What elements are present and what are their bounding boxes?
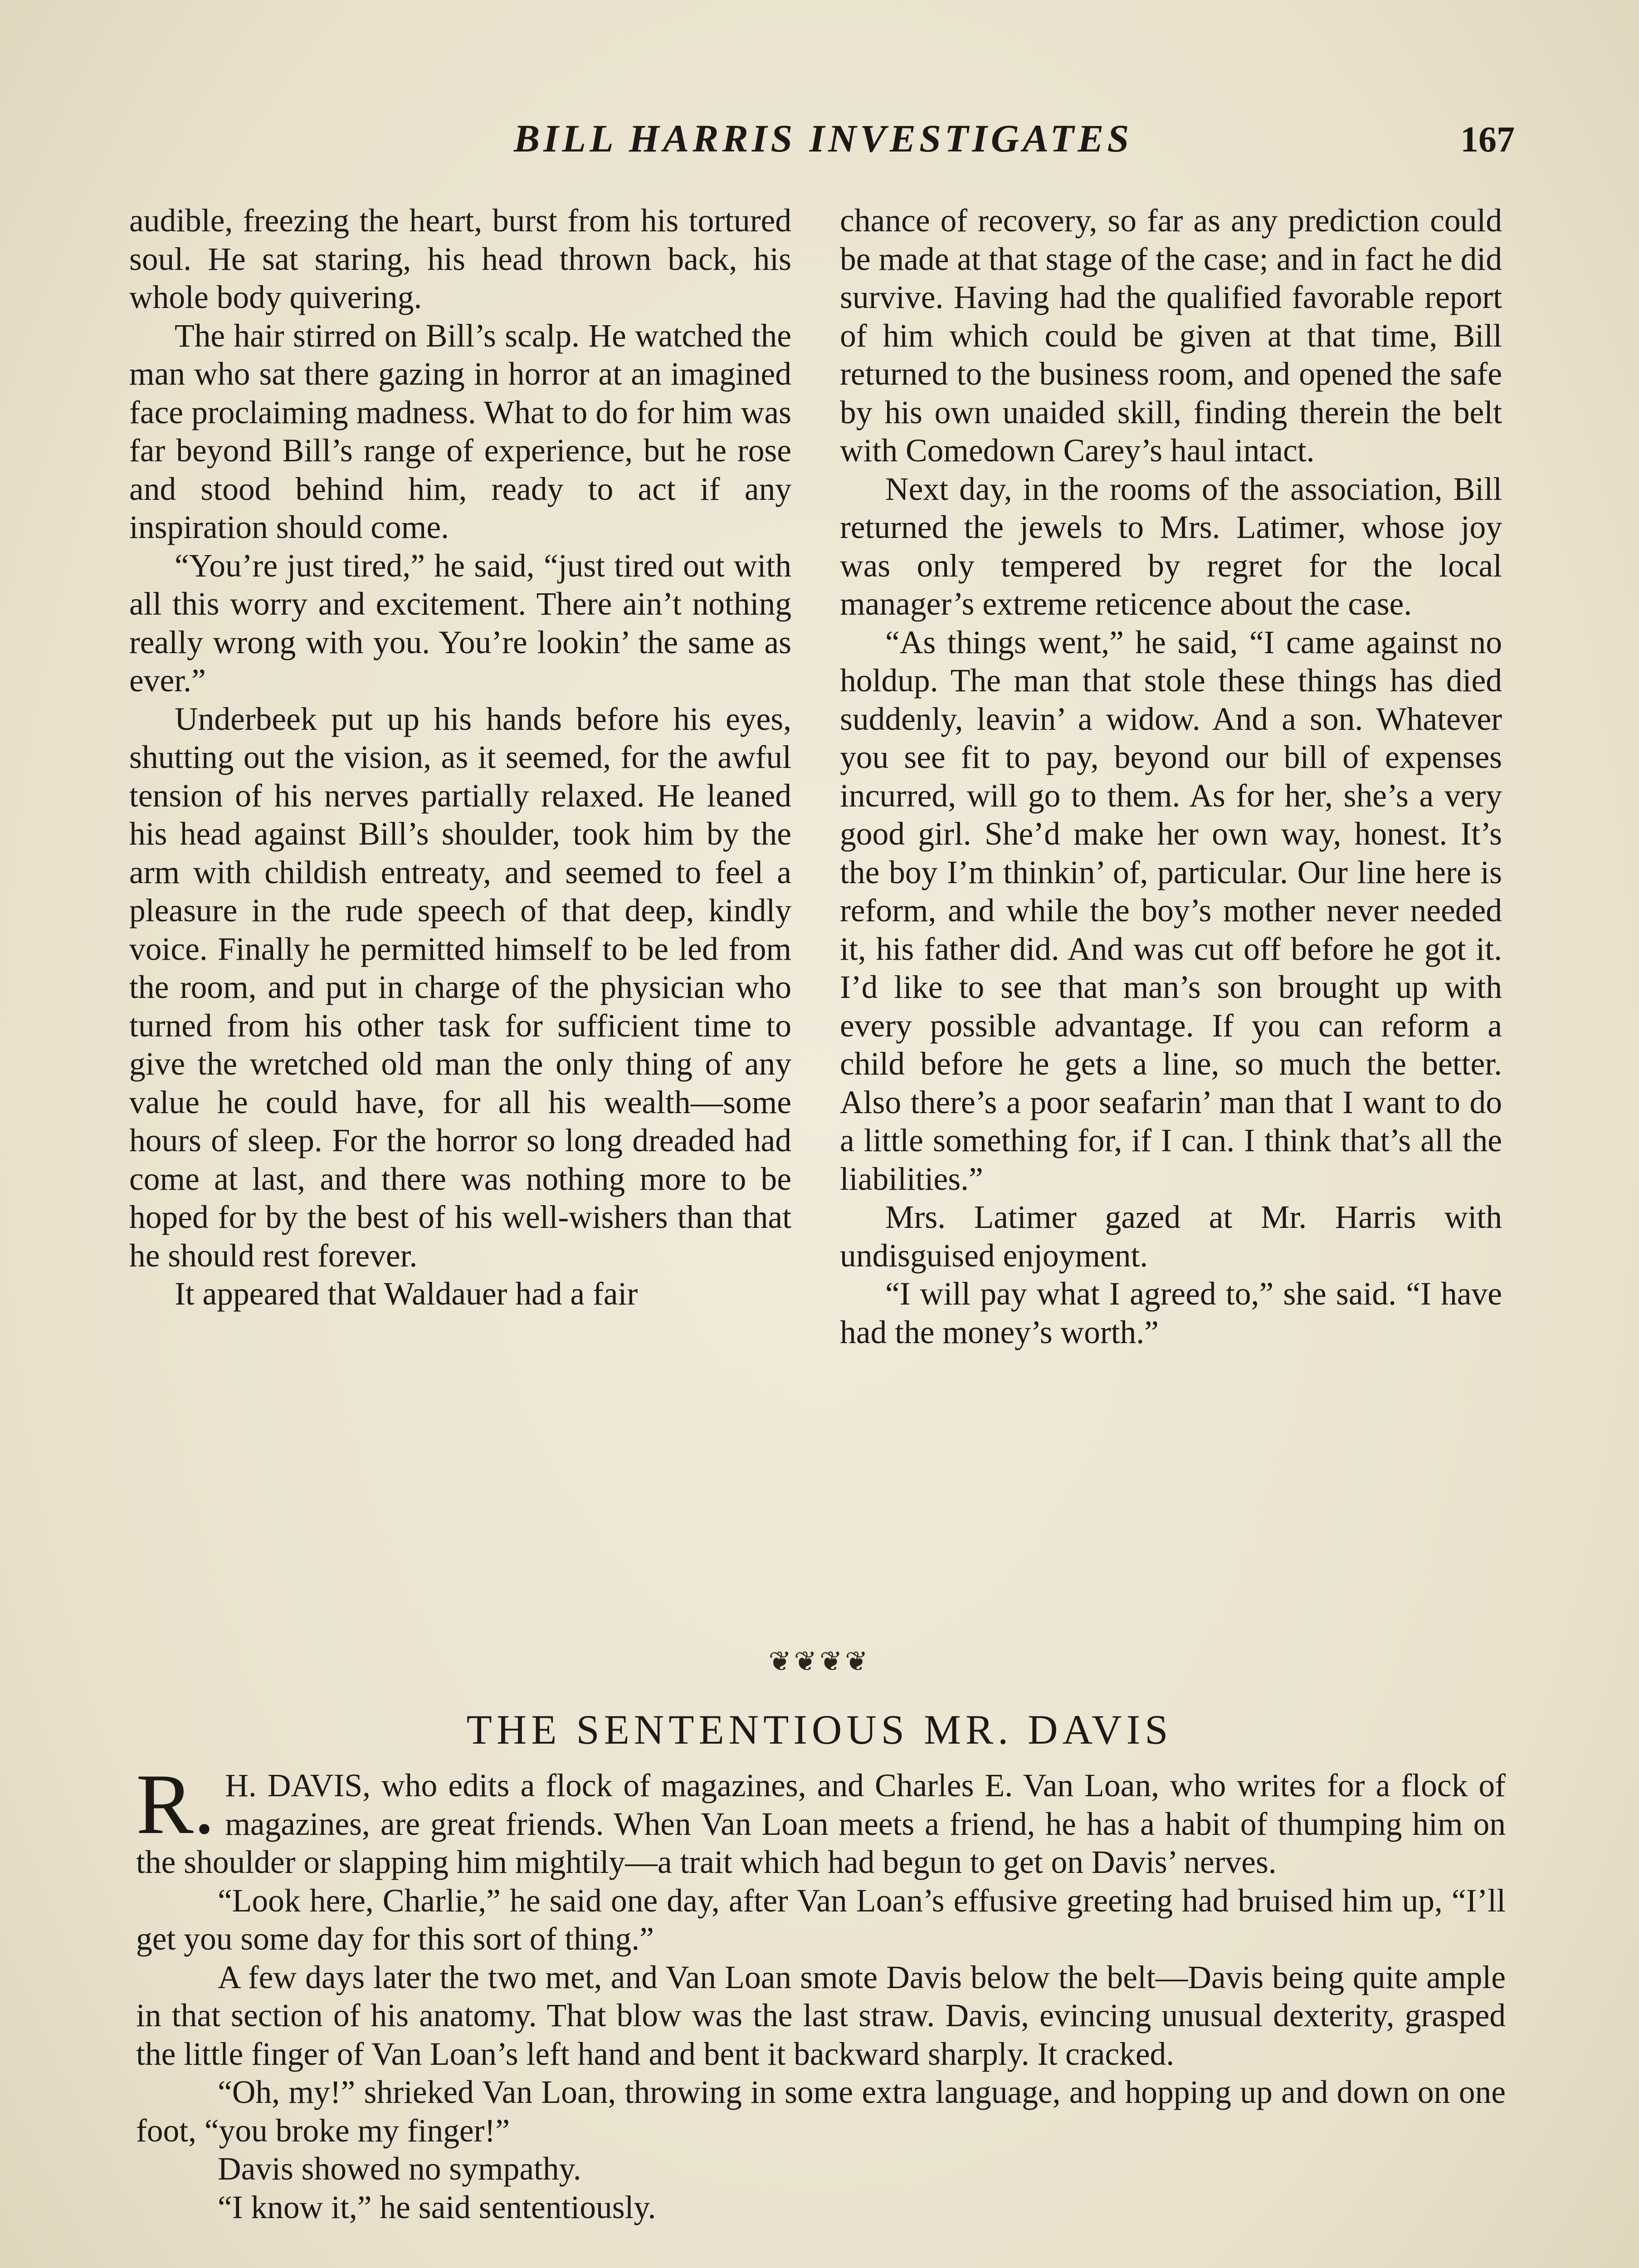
paragraph: “As things went,” he said, “I came against no holdup. The man that stole these things has died suddenly, leavin’ a widow. And a son. Whatever you see fit to pay, beyond our bill of expenses incurred, will go to them. As for her, she’s a very good girl. She’d make her own way, honest. It’s the boy I’m thinkin’ of, particular. Our line here is reform, and while the boy’s mother never needed it, his father did. And was cut off before he got it. I’d like to see that man’s son brought up with every possible advantage. If you can reform a child before he gets a line, so much the better. Also there’s a poor seafarin’ man that I want to do a little something for, if I can. I think that’s all the liabilities.”: [840, 624, 1502, 1197]
paragraph: “I will pay what I agreed to,” she said. “I have had the money’s worth.”: [840, 1276, 1502, 1350]
paragraph: Next day, in the rooms of the association, Bill returned the jewels to Mrs. Latimer, whose joy was only tempered by regret for the local manager’s extreme reticence about the case.: [840, 471, 1502, 622]
paragraph: “Oh, my!” shrieked Van Loan, throwing in some extra language, and hopping up and down on one foot, “you broke my finger!”: [136, 2074, 1506, 2149]
paragraph: Mrs. Latimer gazed at Mr. Harris with undisguised enjoyment.: [840, 1199, 1502, 1274]
section-ornament: ❦❦❦❦: [768, 1647, 871, 1677]
paragraph: The hair stirred on Bill’s scalp. He watched the man who sat there gazing in horror at an imagined face proclaiming madness. What to do for him was far beyond Bill’s range of experience, but he rose and stood behind him, ready to act if any inspiration should come.: [129, 318, 791, 545]
article-title: THE SENTENTIOUS MR. DAVIS: [466, 1706, 1173, 1753]
paragraph: Underbeek put up his hands before his eyes, shutting out the vision, as it seemed, for the awful tension of his nerves partially relaxed. He leaned his head against Bill’s shoulder, took him by the arm with childish entreaty, and seemed to feel a pleasure in the rude speech of that deep, kindly voice. Finally he permitted himself to be led from the room, and put in charge of the physician who turned from his other task for sufficient time to give the wretched old man the only thing of any value he could have, for all his wealth—some hours of sleep. For the horror so long dreaded had come at last, and there was nothing more to be hoped for by the best of his well-wishers than that he should rest forever.: [129, 701, 791, 1274]
first-paragraph: [136, 1757, 1506, 1882]
paragraph: “I know it,” he said sententiously.: [218, 2189, 656, 2225]
article-body: [136, 1757, 1506, 2227]
right-column: [840, 202, 1502, 1352]
paragraph: “Look here, Charlie,” he said one day, after Van Loan’s effusive greeting had bruised him up, “I’ll get you some day for this sort of thing.”: [136, 1882, 1506, 1957]
paragraph: A few days later the two met, and Van Loan smote Davis below the belt—Davis being quite ample in that section of his anatomy. That blow was the last straw. Davis, evincing unusual dexterity, grasped the little finger of Van Loan’s left hand and bent it backward sharply. It cracked.: [136, 1959, 1506, 2072]
first-paragraph-text: H. DAVIS, who edits a flock of magazines, and Charles E. Van Loan, who writes for a flock of magazines, are great friends. When Van Loan meets a friend, he has a habit of thumping him on the shoulder or slapping him mightily—a trait which had begun to get on Davis’ nerves.: [136, 1768, 1506, 1880]
page-number: 167: [1460, 120, 1515, 160]
running-head: [132, 116, 1515, 179]
paragraph: chance of recovery, so far as any prediction could be made at that stage of the case; and in fact he did survive. Having had the qualified favorable report of him which could be given at that time, Bill returned to the business room, and opened the safe by his own unaided skill, finding therein the belt with Comedown Carey’s haul intact.: [840, 203, 1502, 469]
running-title: BILL HARRIS INVESTIGATES: [513, 117, 1133, 160]
paragraph: “You’re just tired,” he said, “just tired out with all this worry and excitement. There ain’t nothing really wrong with you. You’re lookin’ the same as ever.”: [129, 547, 791, 699]
drop-cap: R.: [136, 1757, 215, 1852]
paragraph: audible, freezing the heart, burst from his tortured soul. He sat staring, his head thrown back, his whole body quivering.: [129, 203, 791, 315]
left-column: [129, 202, 791, 1314]
paragraph: Davis showed no sympathy.: [218, 2151, 581, 2187]
paragraph: It appeared that Waldauer had a fair: [175, 1276, 638, 1312]
